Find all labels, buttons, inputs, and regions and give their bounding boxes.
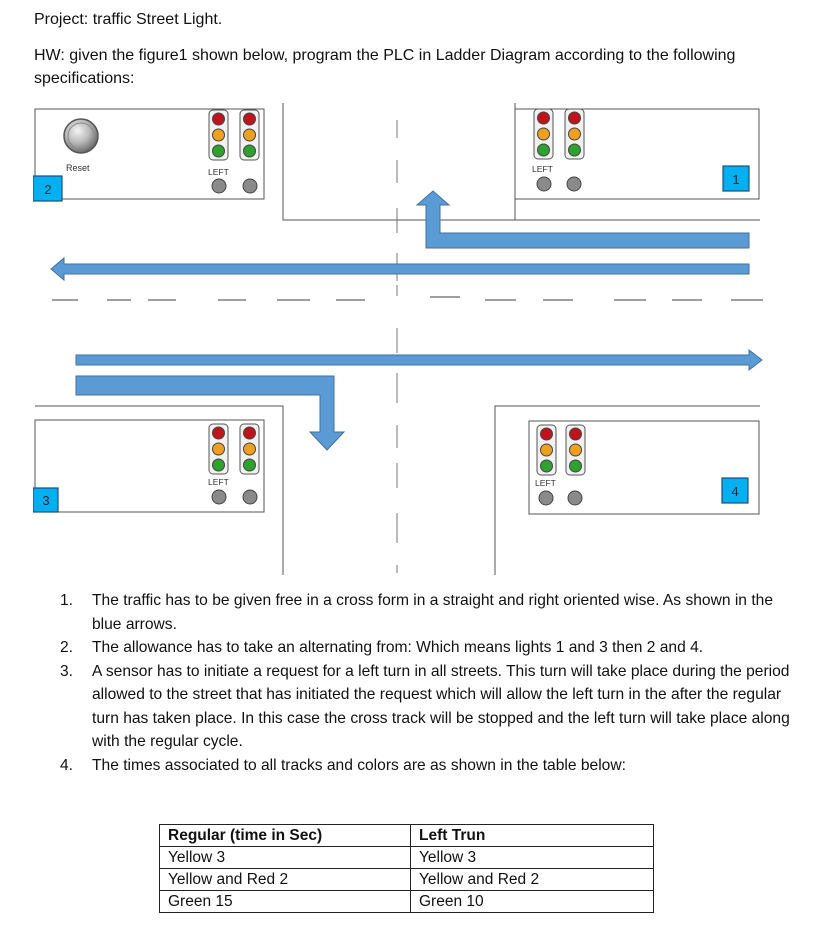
traffic-light-bottom-left-b bbox=[240, 424, 259, 474]
specification-item: 1. The traffic has to be given free in a cross form in a straight and right oriented wise. As shown in the blue arrows. bbox=[60, 592, 773, 633]
traffic-light-bottom-left-a bbox=[209, 424, 228, 474]
specification-item: 2. The allowance has to take an alternating from: Which means lights 1 and 3 then 2 and 4. bbox=[60, 639, 704, 656]
project-title: Project: traffic Street Light. bbox=[34, 11, 223, 28]
arrow-westbound bbox=[51, 258, 749, 280]
road-lane-dashes bbox=[52, 297, 763, 300]
homework-text-line-2: specifications: bbox=[34, 70, 135, 87]
table-cell: Yellow and Red 2 bbox=[160, 869, 411, 891]
header-regular: Regular (time in Sec) bbox=[160, 825, 411, 847]
left-label-bottom-left: LEFT bbox=[208, 477, 229, 487]
specification-item: 4. The times associated to all tracks and colors are as shown in the table below: bbox=[60, 756, 626, 774]
table-cell: Yellow and Red 2 bbox=[411, 869, 654, 891]
reset-button[interactable] bbox=[64, 119, 98, 153]
timing-table bbox=[159, 824, 654, 913]
specification-list bbox=[60, 589, 790, 777]
table-row bbox=[160, 869, 654, 891]
intersection-figure bbox=[33, 103, 787, 575]
traffic-light-top-left-a bbox=[209, 110, 228, 160]
svg-text:4: 4 bbox=[731, 484, 739, 499]
table-cell: Yellow 3 bbox=[160, 847, 411, 869]
table-cell: Green 10 bbox=[411, 891, 654, 913]
header-left-turn: Left Trun bbox=[411, 825, 654, 847]
table-row bbox=[160, 847, 654, 869]
timing-table-header-row bbox=[160, 825, 654, 847]
traffic-light-top-right-b bbox=[565, 109, 584, 159]
left-label-top-left: LEFT bbox=[208, 167, 229, 177]
reset-label: Reset bbox=[66, 163, 90, 173]
svg-text:1: 1 bbox=[732, 172, 740, 187]
table-cell: Yellow 3 bbox=[411, 847, 654, 869]
table-row bbox=[160, 891, 654, 913]
corner-block-bottom-right bbox=[495, 406, 760, 575]
homework-text-line-1: HW: given the figure1 shown below, program the PLC in Ladder Diagram according to the following bbox=[34, 47, 736, 64]
traffic-light-top-right-a bbox=[534, 109, 553, 159]
corner-badge-2 bbox=[33, 176, 62, 201]
left-label-bottom-right: LEFT bbox=[535, 478, 556, 488]
corner-badge-4 bbox=[722, 478, 748, 503]
left-label-top-right: LEFT bbox=[532, 164, 553, 174]
specification-item: 3. A sensor has to initiate a request for a left turn in all streets. This turn will take place during the period allowed to the street that has initiated the request which will allow the left turn in the after the regular turn has taken place. In this case the cross track will be stopped and the left turn will take place along with the regular cycle. bbox=[60, 662, 790, 750]
corner-badge-3 bbox=[33, 488, 58, 512]
table-cell: Green 15 bbox=[160, 891, 411, 913]
svg-text:3: 3 bbox=[42, 493, 50, 508]
arrow-eastbound bbox=[76, 350, 762, 370]
svg-text:2: 2 bbox=[44, 182, 52, 197]
traffic-light-bottom-right-a bbox=[537, 425, 556, 475]
traffic-light-bottom-right-b bbox=[566, 425, 585, 475]
traffic-light-top-left-b bbox=[240, 110, 259, 160]
corner-badge-1 bbox=[723, 166, 749, 191]
